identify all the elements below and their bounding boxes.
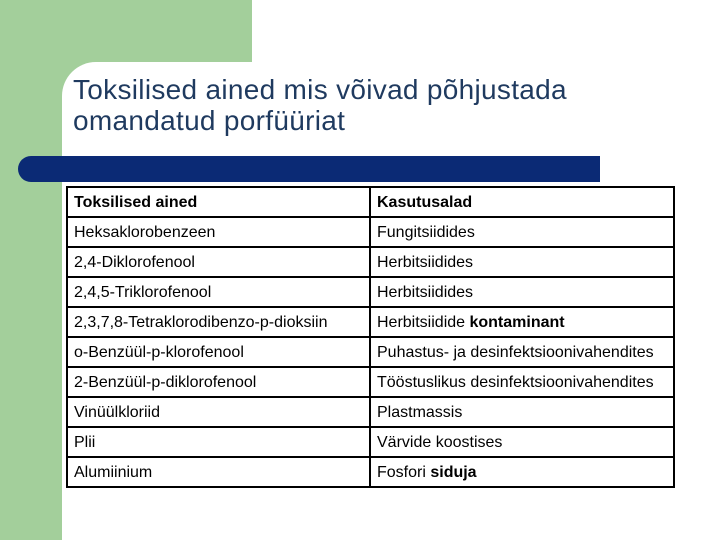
use-cell bbox=[370, 457, 674, 487]
agent-cell: o-Benzüül-p-klorofenool bbox=[67, 337, 370, 367]
use-text: Tööstuslikus desinfektsioonivahendites bbox=[377, 374, 654, 391]
table-row bbox=[67, 307, 674, 337]
agent-cell: 2,3,7,8-Tetraklorodibenzo-p-dioksiin bbox=[67, 307, 370, 337]
agent-cell: Alumiinium bbox=[67, 457, 370, 487]
table-row bbox=[67, 337, 674, 367]
header-agents: Toksilised ained bbox=[67, 187, 370, 217]
use-cell bbox=[370, 217, 674, 247]
use-cell bbox=[370, 247, 674, 277]
table-row bbox=[67, 217, 674, 247]
table-header-row bbox=[67, 187, 674, 217]
use-cell bbox=[370, 427, 674, 457]
table-row bbox=[67, 457, 674, 487]
use-cell bbox=[370, 307, 674, 337]
use-bold-text: siduja bbox=[430, 464, 477, 481]
use-cell bbox=[370, 337, 674, 367]
table-row bbox=[67, 277, 674, 307]
agent-cell: 2-Benzüül-p-diklorofenool bbox=[67, 367, 370, 397]
agent-cell: Plii bbox=[67, 427, 370, 457]
agent-cell: 2,4,5-Triklorofenool bbox=[67, 277, 370, 307]
toxic-agents-table bbox=[66, 186, 675, 488]
slide-title bbox=[73, 74, 703, 136]
use-bold-text: kontaminant bbox=[469, 314, 565, 331]
green-left-strip bbox=[0, 0, 62, 540]
agent-cell: Heksaklorobenzeen bbox=[67, 217, 370, 247]
use-cell bbox=[370, 397, 674, 427]
table-row bbox=[67, 367, 674, 397]
slide-title-line-1: Toksilised ained mis võivad põhjustada bbox=[73, 74, 567, 105]
use-text: Puhastus- ja desinfektsioonivahendites bbox=[377, 344, 654, 361]
slide-title-line-2: omandatud porfüüriat bbox=[73, 105, 346, 136]
use-text: Herbitsiidide bbox=[377, 314, 470, 331]
use-text: Plastmassis bbox=[377, 404, 463, 421]
agent-cell: 2,4-Diklorofenool bbox=[67, 247, 370, 277]
header-uses: Kasutusalad bbox=[370, 187, 674, 217]
use-text: Fosfori bbox=[377, 464, 431, 481]
title-divider-bar bbox=[18, 156, 600, 182]
use-cell bbox=[370, 367, 674, 397]
agent-cell: Vinüülkloriid bbox=[67, 397, 370, 427]
use-cell bbox=[370, 277, 674, 307]
table-row bbox=[67, 247, 674, 277]
use-text: Värvide koostises bbox=[377, 434, 503, 451]
use-text: Herbitsiidides bbox=[377, 284, 474, 301]
table-row bbox=[67, 397, 674, 427]
use-text: Fungitsiidides bbox=[377, 224, 475, 241]
table-row bbox=[67, 427, 674, 457]
use-text: Herbitsiidides bbox=[377, 254, 474, 271]
